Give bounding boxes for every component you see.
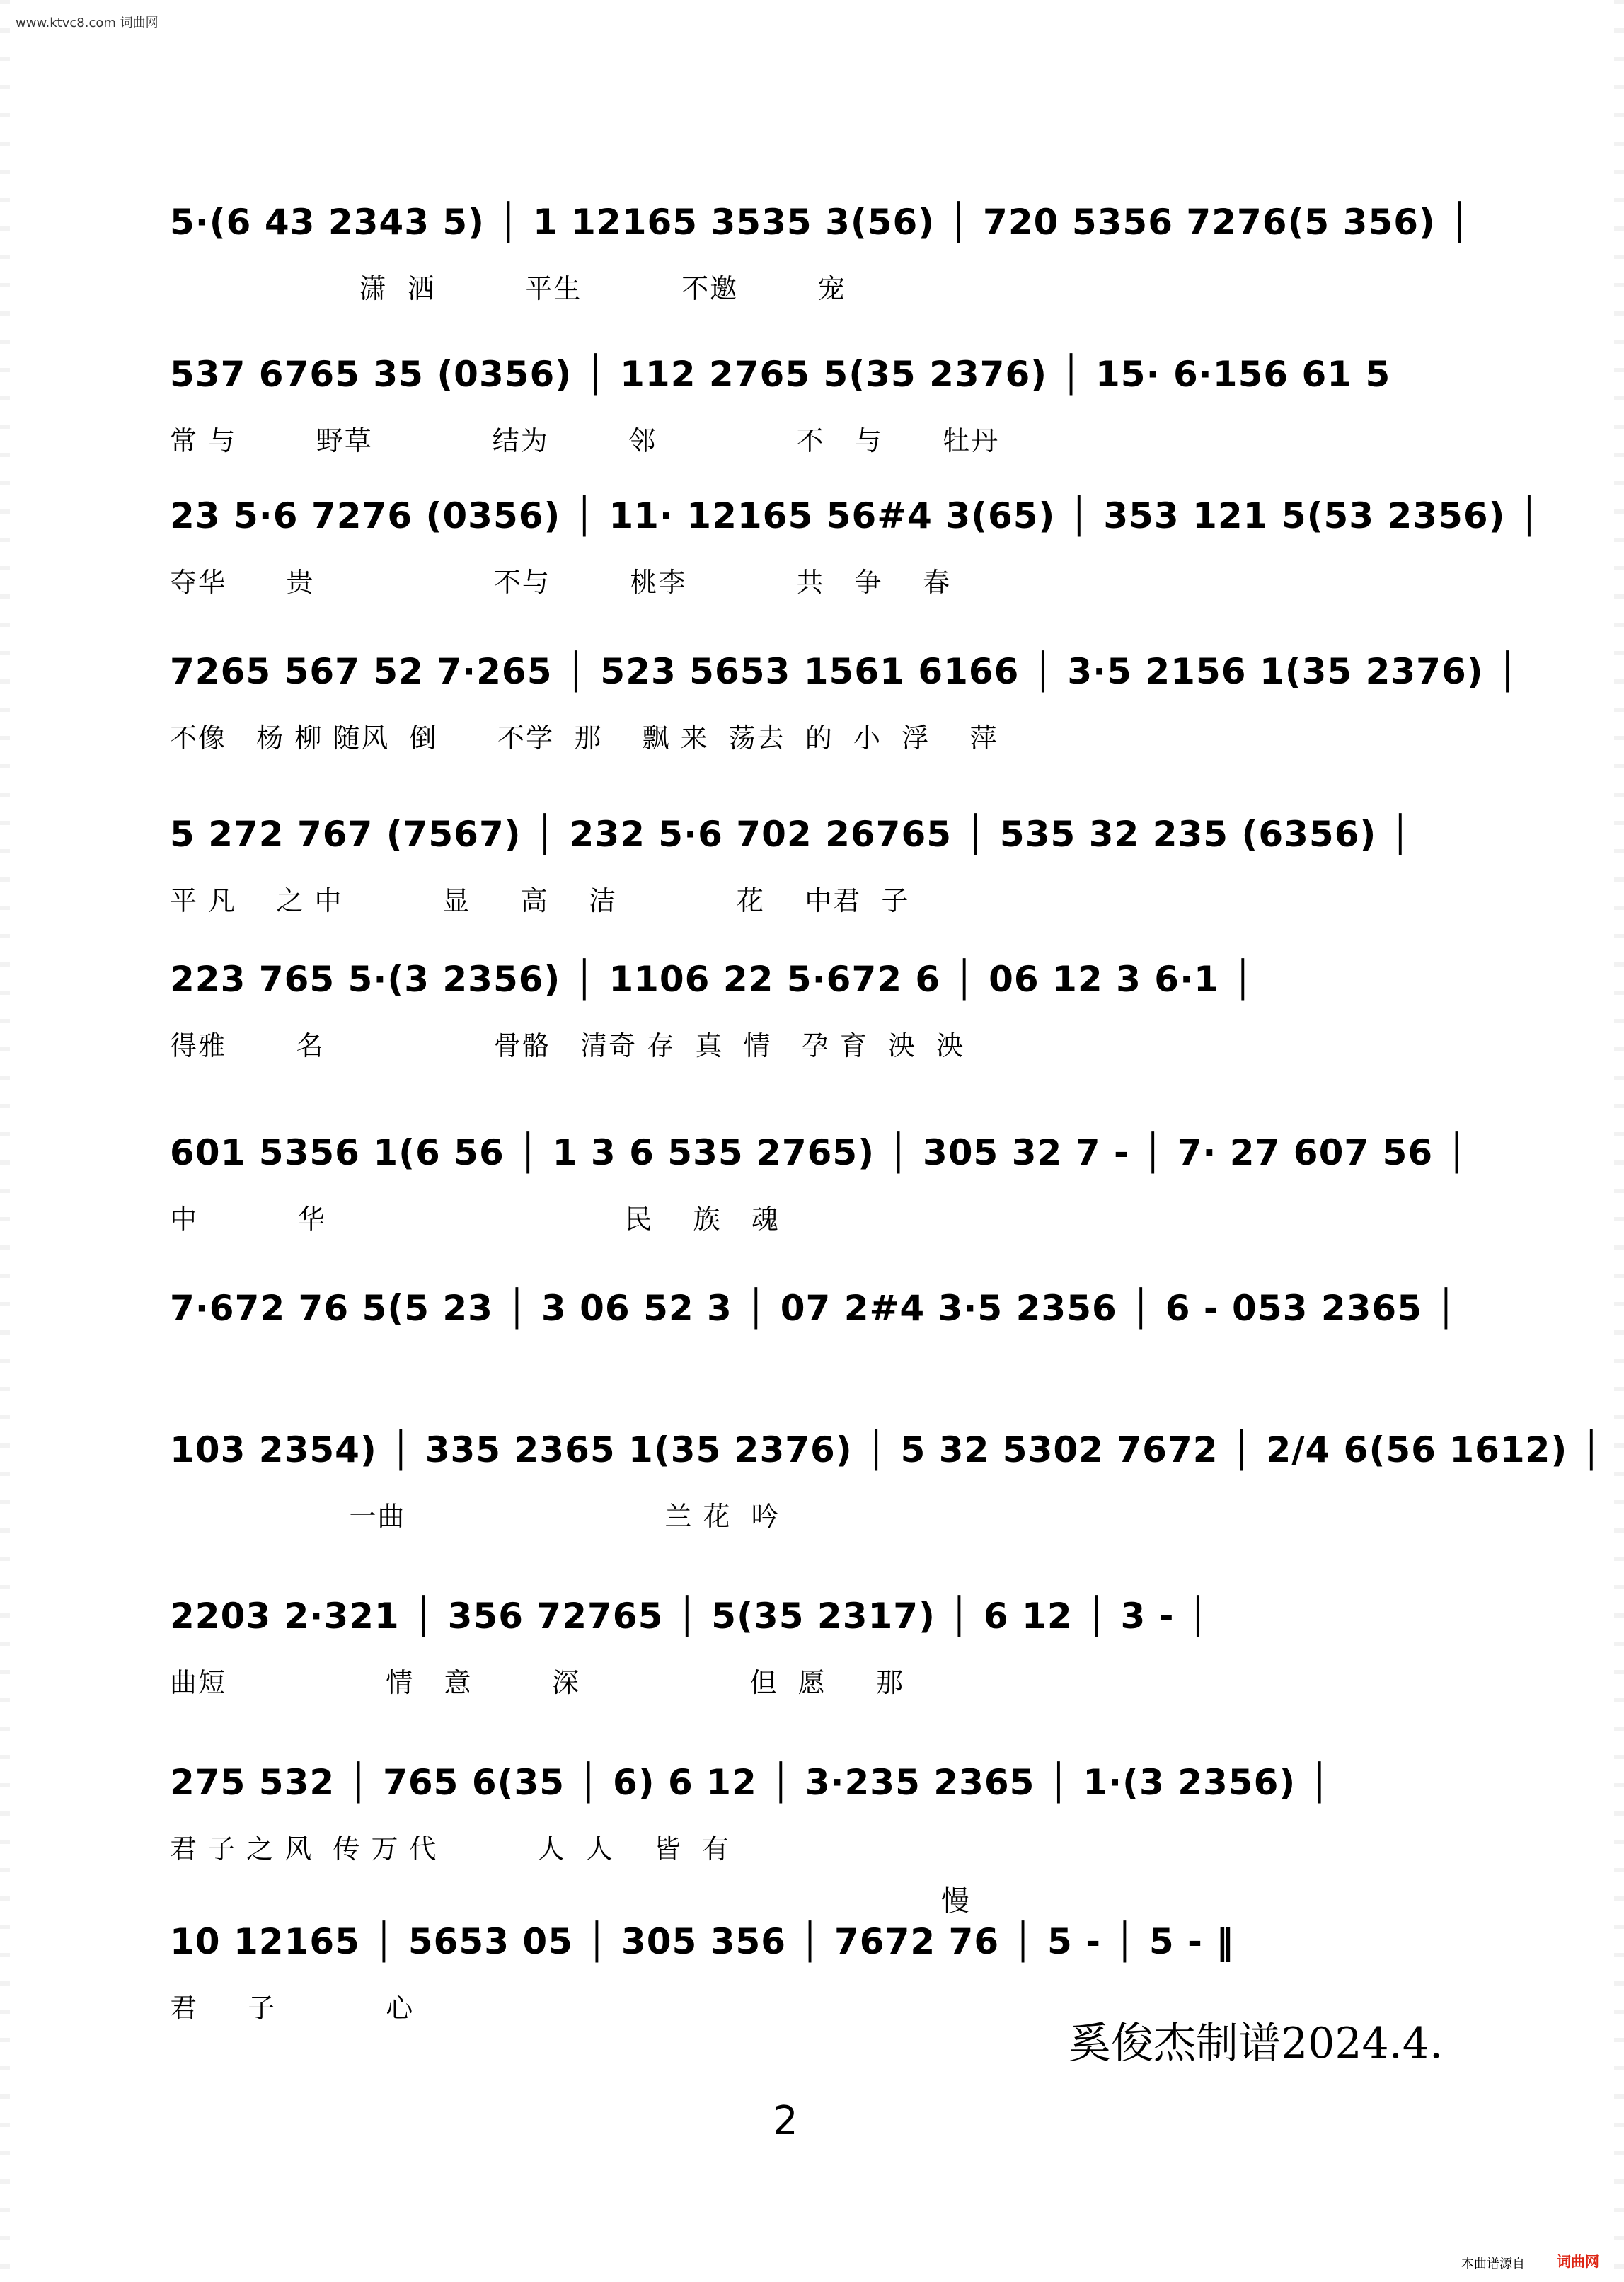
lyrics-line: 曲短 情 意 深 但 愿 那 [170, 1667, 905, 1698]
notation-line: 103 2354) │ 335 2365 1(35 2376) │ 5 32 5302 7672 │ 2/4 6(56 1612) │ [170, 1429, 1603, 1470]
notation-line: 7·672 76 5(5 23 │ 3 06 52 3 │ 07 2#4 3·5 2356 │ 6 - 053 2365 │ [170, 1288, 1458, 1329]
lyrics-line: 君 子 之 风 传 万 代 人 人 皆 有 [170, 1833, 730, 1865]
left-watermark-strip [0, 0, 10, 2282]
site-watermark: www.ktvc8.com 词曲网 [16, 16, 159, 30]
notation-line: 601 5356 1(6 56 │ 1 3 6 535 2765) │ 305 32 7 - │ 7· 27 607 56 │ [170, 1132, 1468, 1173]
notation-line: 23 5·6 7276 (0356) │ 11· 12165 56#4 3(65) │ 353 121 5(53 2356) │ [170, 495, 1541, 536]
transcriber-signature: 奚俊杰制谱2024.4. [1069, 2019, 1444, 2068]
notation-line: 275 532 │ 765 6(35 │ 6) 6 12 │ 3·235 2365 │ 1·(3 2356) │ [170, 1762, 1331, 1803]
page-number: 2 [773, 2098, 798, 2144]
right-watermark-strip [1614, 0, 1624, 2282]
lyrics-line: 平 凡 之 中 显 高 洁 花 中君 子 [170, 885, 910, 916]
tempo-marking: 慢 [941, 1885, 969, 1918]
footer-source-text: 本曲谱源自 [1461, 2257, 1525, 2271]
footer-logo: 词曲网 [1557, 2253, 1599, 2270]
notation-line: 223 765 5·(3 2356) │ 1106 22 5·672 6 │ 06 12 3 6·1 │ [170, 959, 1255, 1000]
lyrics-line: 常 与 野草 结为 邻 不 与 牡丹 [170, 425, 1000, 456]
notation-line: 5·(6 43 2343 5) │ 1 12165 3535 3(56) │ 720 5356 7276(5 356) │ [170, 202, 1471, 243]
notation-line: 10 12165 │ 5653 05 │ 305 356 │ 7672 76 │ 5 - │ 5 - ‖ [170, 1921, 1235, 1962]
lyrics-line: 一曲 兰 花 吟 [170, 1501, 780, 1532]
lyrics-line: 潇 洒 平生 不邀 宠 [170, 273, 846, 304]
lyrics-line: 中 华 民 族 魂 [170, 1204, 780, 1235]
notation-line: 7265 567 52 7·265 │ 523 5653 1561 6166 │ 3·5 2156 1(35 2376) │ [170, 651, 1519, 692]
lyrics-line: 不像 杨 柳 随风 倒 不学 那 飘 来 荡去 的 小 浮 萍 [170, 722, 998, 754]
notation-line: 537 6765 35 (0356) │ 112 2765 5(35 2376) │ 15· 6·156 61 5 [170, 354, 1391, 395]
lyrics-line: 君 子 心 [170, 1993, 415, 2024]
notation-line: 5 272 767 (7567) │ 232 5·6 702 26765 │ 535 32 235 (6356) │ [170, 814, 1412, 855]
lyrics-line: 夺华 贵 不与 桃李 共 争 春 [170, 567, 951, 598]
notation-line: 2203 2·321 │ 356 72765 │ 5(35 2317) │ 6 12 │ 3 - │ [170, 1596, 1209, 1637]
lyrics-line: 得雅 名 骨骼 清奇 存 真 情 孕 育 泱 泱 [170, 1030, 965, 1061]
